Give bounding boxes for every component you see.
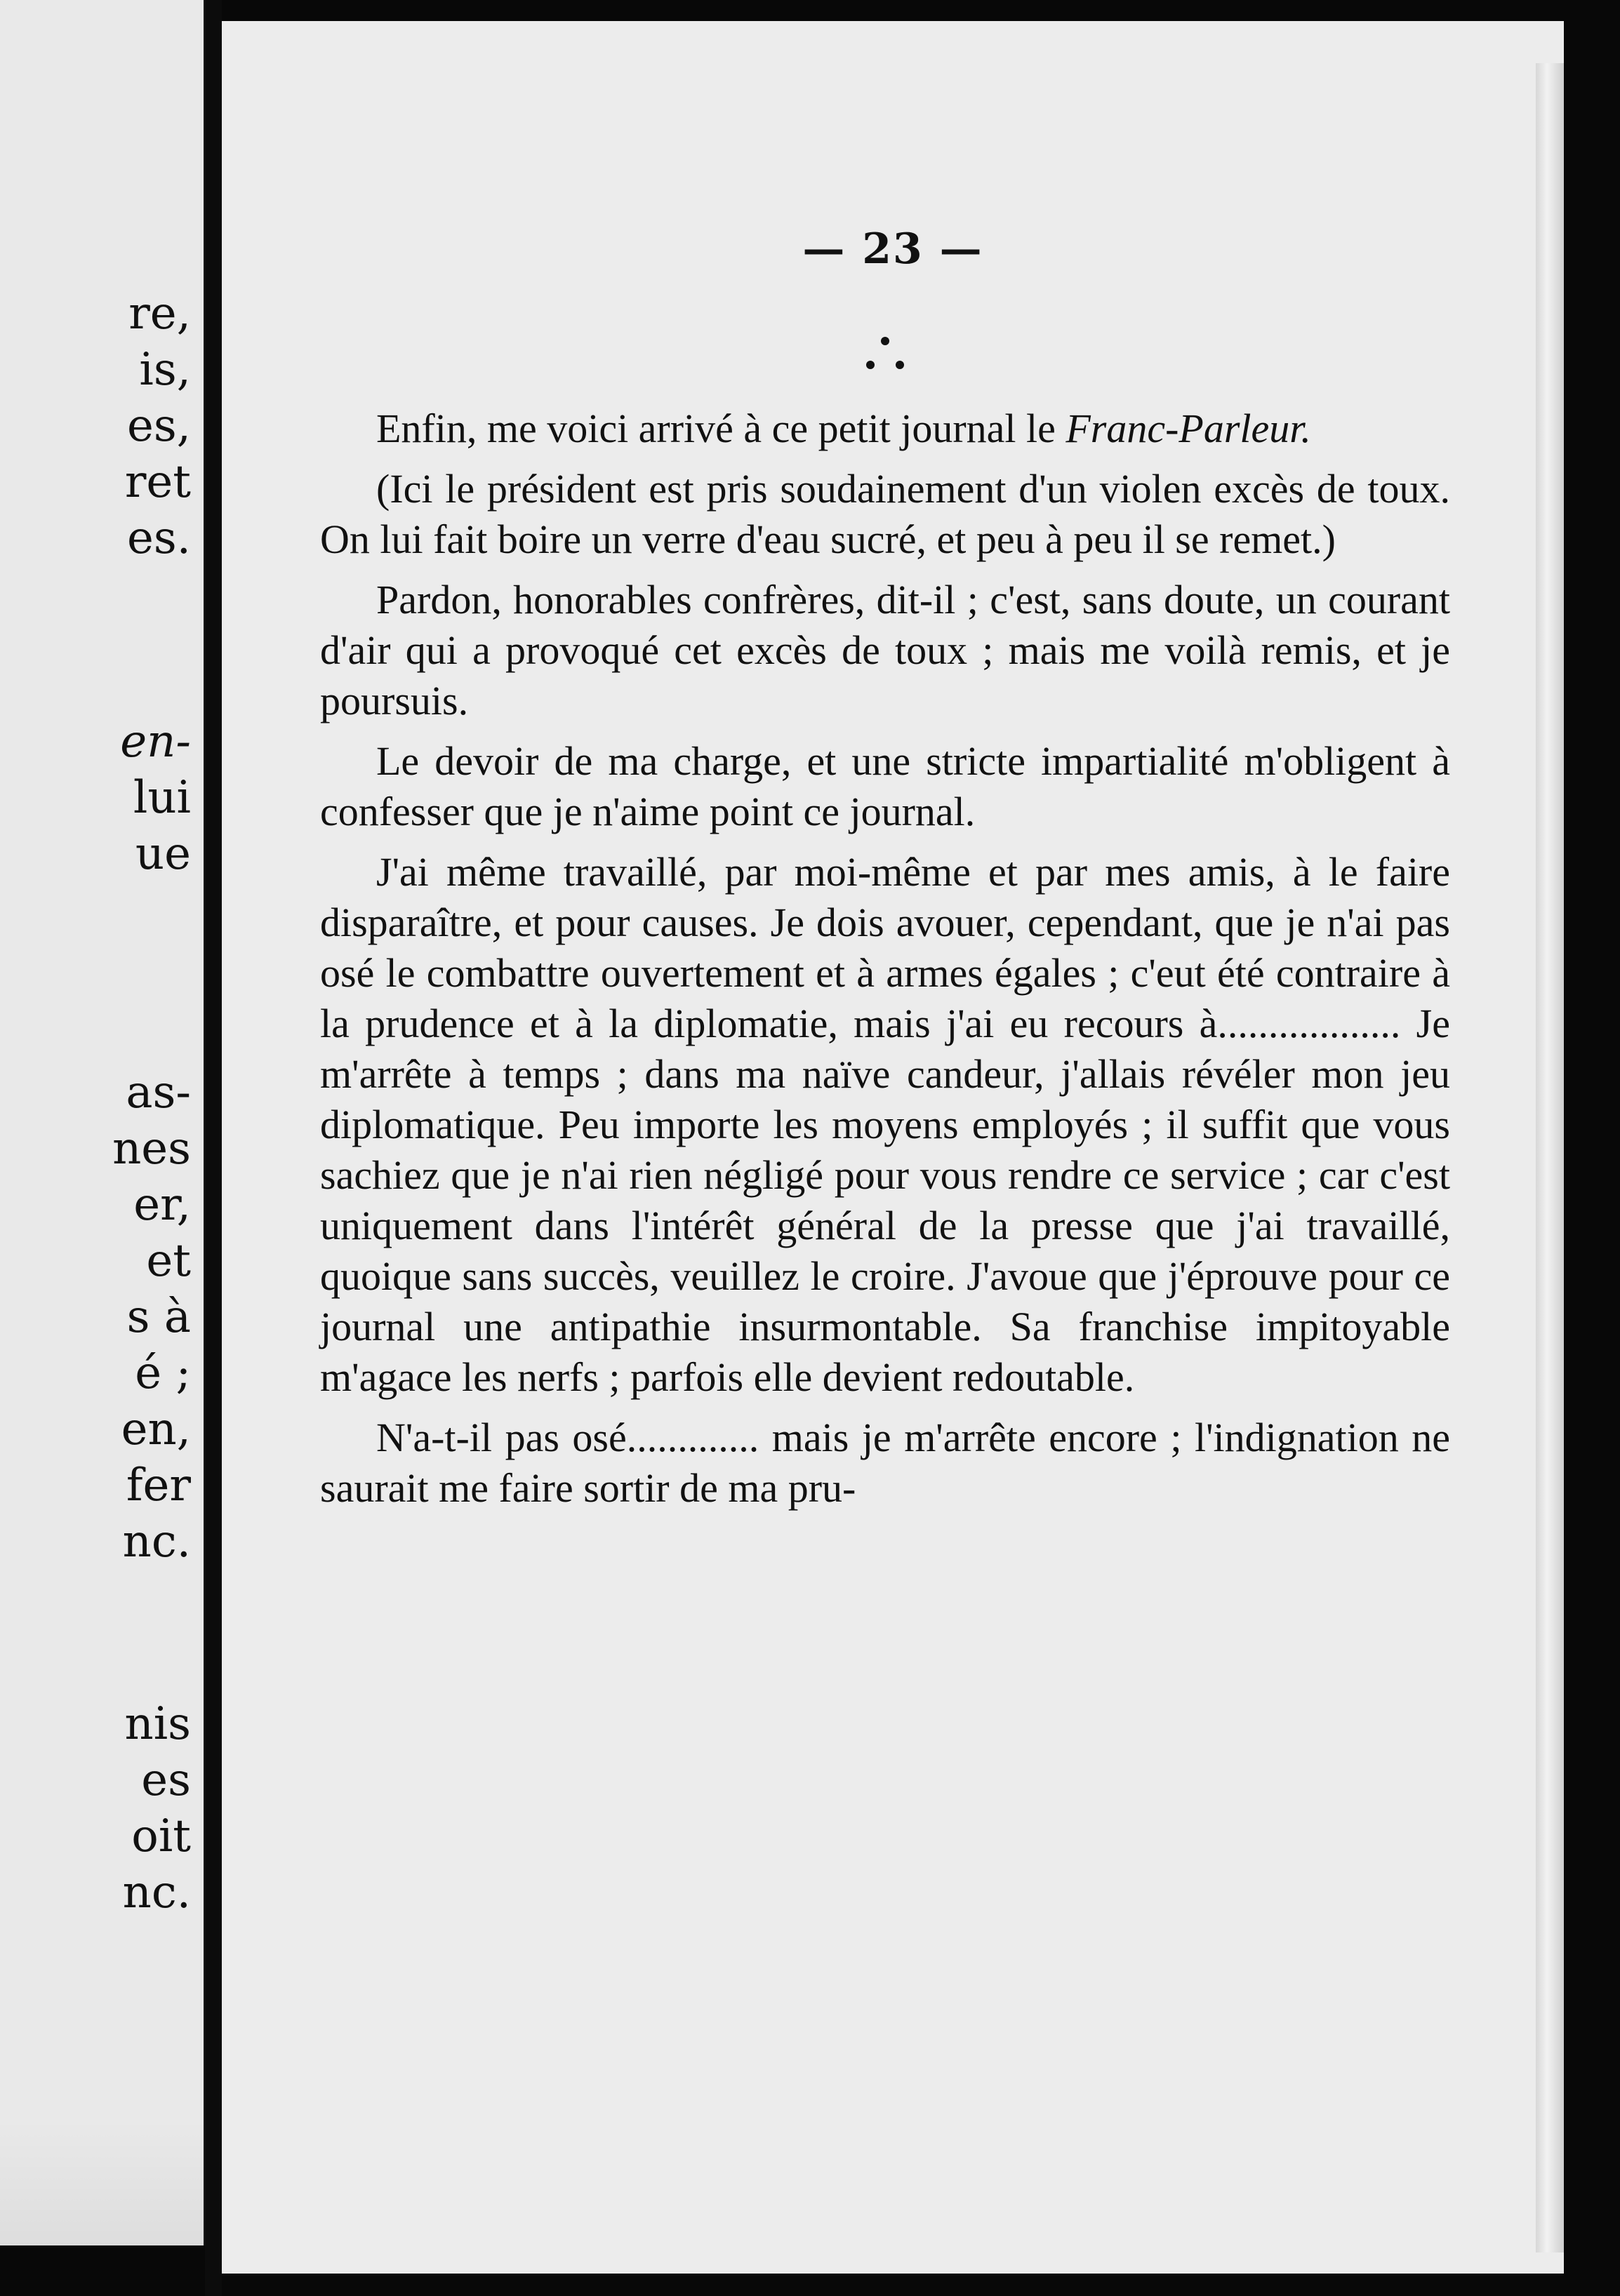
- line-fragment: ret: [124, 456, 191, 508]
- line-fragment: en,: [121, 1403, 191, 1455]
- paragraph: Le devoir de ma charge, et une stricte impartialité m'obligent à confesser que je n'aime point ce journal.: [320, 738, 1450, 834]
- paragraph-text: Enfin, me voici arrivé à ce petit journal le: [376, 406, 1066, 451]
- line-fragment: es.: [126, 512, 191, 564]
- line-fragment: s à: [126, 1291, 191, 1343]
- line-fragment: re,: [128, 288, 191, 340]
- line-fragment: nc.: [122, 1867, 191, 1918]
- page-number: — 23 —: [802, 225, 983, 274]
- line-fragment: nis: [124, 1698, 191, 1750]
- line-fragment: nes: [112, 1123, 191, 1175]
- asterism-ornament: [854, 337, 917, 386]
- paragraph: (Ici le président est pris soudainement d'un violen excès de toux. On lui fait boire un verre d'eau sucré, et peu à peu il se remet.): [320, 466, 1450, 562]
- line-fragment: oit: [131, 1810, 191, 1862]
- book-gutter: [205, 0, 222, 2296]
- page-23: [222, 21, 1564, 2274]
- newspaper-title: Franc-Parleur.: [1065, 406, 1311, 451]
- asterism-dot: [896, 361, 904, 369]
- paragraph: J'ai même travaillé, par moi-même et par mes amis, à le faire disparaître, et pour causes. Je dois avouer, cependant, que je n'ai pas osé le combattre ouvertement et à armes égales ; c'eut été contraire à la prudence et à la diplomatie, mais j'ai eu recours à.................. Je m'arrête à temps ; dans ma naïve candeur, j'allais révéler mon jeu diplomatique. Peu importe les moyens employés ; il suffit que vous sachiez que je n'ai rien négligé pour vous rendre ce service ; car c'est uniquement dans l'intérêt général de la presse que j'ai travaillé, quoique sans succès, veuillez le croire. J'avoue que j'éprouve pour ce journal une antipathie insurmontable. Sa franchise impitoyable m'agace les nerfs ; parfois elle devient redoutable.: [320, 849, 1450, 1400]
- line-fragment: nc.: [122, 1516, 191, 1568]
- line-fragment: is,: [139, 344, 191, 396]
- line-fragment: as-: [126, 1067, 191, 1119]
- line-fragment: en-: [120, 716, 191, 768]
- paragraph: Pardon, honorables confrères, dit-il ; c'est, sans doute, un courant d'air qui a provoqué cet excès de toux ; mais me voilà remis, et je poursuis.: [320, 577, 1450, 723]
- line-fragment: lui: [133, 772, 191, 824]
- page-edge: [1536, 63, 1564, 2252]
- paragraph: N'a-t-il pas osé............. mais je m'arrête encore ; l'indignation ne saurait me faire sortir de ma pru-: [320, 1415, 1450, 1511]
- line-fragment: es,: [126, 400, 191, 452]
- asterism-dot: [881, 337, 889, 345]
- paragraph: [320, 403, 1450, 454]
- page-shadow: [0, 2119, 204, 2245]
- line-fragment: er,: [133, 1179, 191, 1231]
- previous-page-fragment: [0, 0, 208, 2245]
- asterism-dot: [866, 361, 875, 369]
- line-fragment: é ;: [135, 1347, 191, 1399]
- line-fragment: es: [141, 1754, 191, 1806]
- line-fragment: ue: [135, 828, 191, 880]
- line-fragment: fer: [126, 1460, 191, 1511]
- line-fragment: et: [146, 1235, 191, 1287]
- body-text: [320, 403, 1450, 1523]
